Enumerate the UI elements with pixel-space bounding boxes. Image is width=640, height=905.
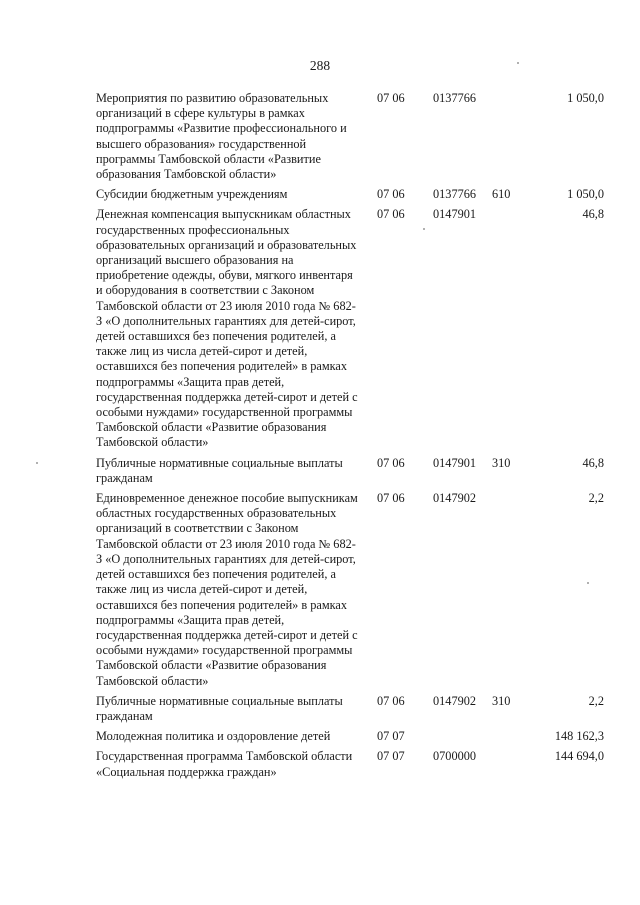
row-amount: 2,2 bbox=[588, 491, 604, 506]
row-section: 07 06 bbox=[377, 91, 405, 105]
page-number: 288 bbox=[309, 58, 331, 73]
row-description: Субсидии бюджетным учреждениям bbox=[96, 187, 288, 202]
row-section: 07 06 bbox=[377, 207, 405, 222]
scan-speck bbox=[423, 228, 425, 230]
row-target-code: 0137766 bbox=[433, 187, 477, 202]
row-expense-type: 310 bbox=[492, 693, 511, 708]
row-expense-type: 310 bbox=[492, 455, 511, 470]
row-description: Государственная программа Тамбовской области «Социальная поддержка граждан» bbox=[96, 749, 353, 779]
table-row bbox=[96, 456, 604, 486]
row-section: 07 07 bbox=[377, 729, 405, 744]
table-row bbox=[96, 694, 604, 724]
table-row bbox=[96, 207, 604, 450]
scan-speck bbox=[36, 462, 38, 464]
row-expense-type: 610 bbox=[492, 187, 511, 202]
row-target-code: 0137766 bbox=[433, 91, 477, 105]
row-amount: 46,8 bbox=[582, 207, 604, 222]
row-description: Публичные нормативные социальные выплаты гражданам bbox=[96, 693, 343, 723]
row-target-code: 0147902 bbox=[433, 491, 477, 506]
row-amount: 1 050,0 bbox=[567, 91, 604, 105]
row-description: Публичные нормативные социальные выплаты гражданам bbox=[96, 455, 343, 485]
row-amount: 1 050,0 bbox=[567, 187, 604, 202]
row-section: 07 06 bbox=[377, 455, 405, 470]
row-amount: 148 162,3 bbox=[554, 729, 604, 744]
scan-speck bbox=[517, 62, 519, 64]
row-section: 07 07 bbox=[377, 749, 405, 764]
table-row bbox=[96, 91, 604, 182]
row-description: Единовременное денежное пособие выпускникам областных государственных образовательных организаций в соответствии с Законом Тамбовской области от 23 июля 2010 года № 682-З «О дополнительных гарантиях для детей-сирот, детей оставшихся без попечения родителей, а также лиц из числа детей-сирот и детей, оставшихся без попечения родителей» в рамках подпрограммы «Защита прав детей, государственная поддержка детей-сирот и детей с особыми нуждами» государственной программы Тамбовской области «Развитие образования Тамбовской области» bbox=[96, 491, 358, 688]
row-description: Денежная компенсация выпускникам областных государственных профессиональных образовательных организаций и образовательных организаций высшего образования на приобретение одежды, обуви, мягкого инвентаря и оборудования в соответствии с Законом Тамбовской области от 23 июля 2010 года № 682-З «О дополнительных гарантиях для детей-сирот, детей оставшихся без попечения родителей, а также лиц из числа детей-сирот и детей, оставшихся без попечения родителей» в рамках подпрограммы «Защита прав детей, государственная поддержка детей-сирот и детей с особыми нуждами» государственной программы Тамбовской области «Развитие образования Тамбовской области» bbox=[96, 207, 358, 450]
row-amount: 46,8 bbox=[582, 455, 604, 470]
table-row bbox=[96, 187, 604, 202]
row-description: Молодежная политика и оздоровление детей bbox=[96, 729, 331, 744]
row-section: 07 06 bbox=[377, 693, 405, 708]
table-row bbox=[96, 749, 604, 779]
row-section: 07 06 bbox=[377, 491, 405, 506]
row-description: Мероприятия по развитию образовательных организаций в сфере культуры в рамках подпрограммы «Развитие профессионального и высшего образования» государственной программы Тамбовской области «Развитие образования Тамбовской области» bbox=[96, 91, 347, 182]
table-row bbox=[96, 729, 604, 744]
table-row bbox=[96, 491, 604, 689]
row-target-code: 0700000 bbox=[433, 749, 477, 764]
scan-speck bbox=[587, 582, 589, 584]
row-target-code: 0147901 bbox=[433, 207, 477, 222]
row-amount: 144 694,0 bbox=[554, 749, 604, 764]
row-target-code: 0147902 bbox=[433, 693, 477, 708]
row-amount: 2,2 bbox=[588, 693, 604, 708]
row-section: 07 06 bbox=[377, 187, 405, 202]
row-target-code: 0147901 bbox=[433, 455, 477, 470]
budget-table bbox=[96, 91, 604, 785]
